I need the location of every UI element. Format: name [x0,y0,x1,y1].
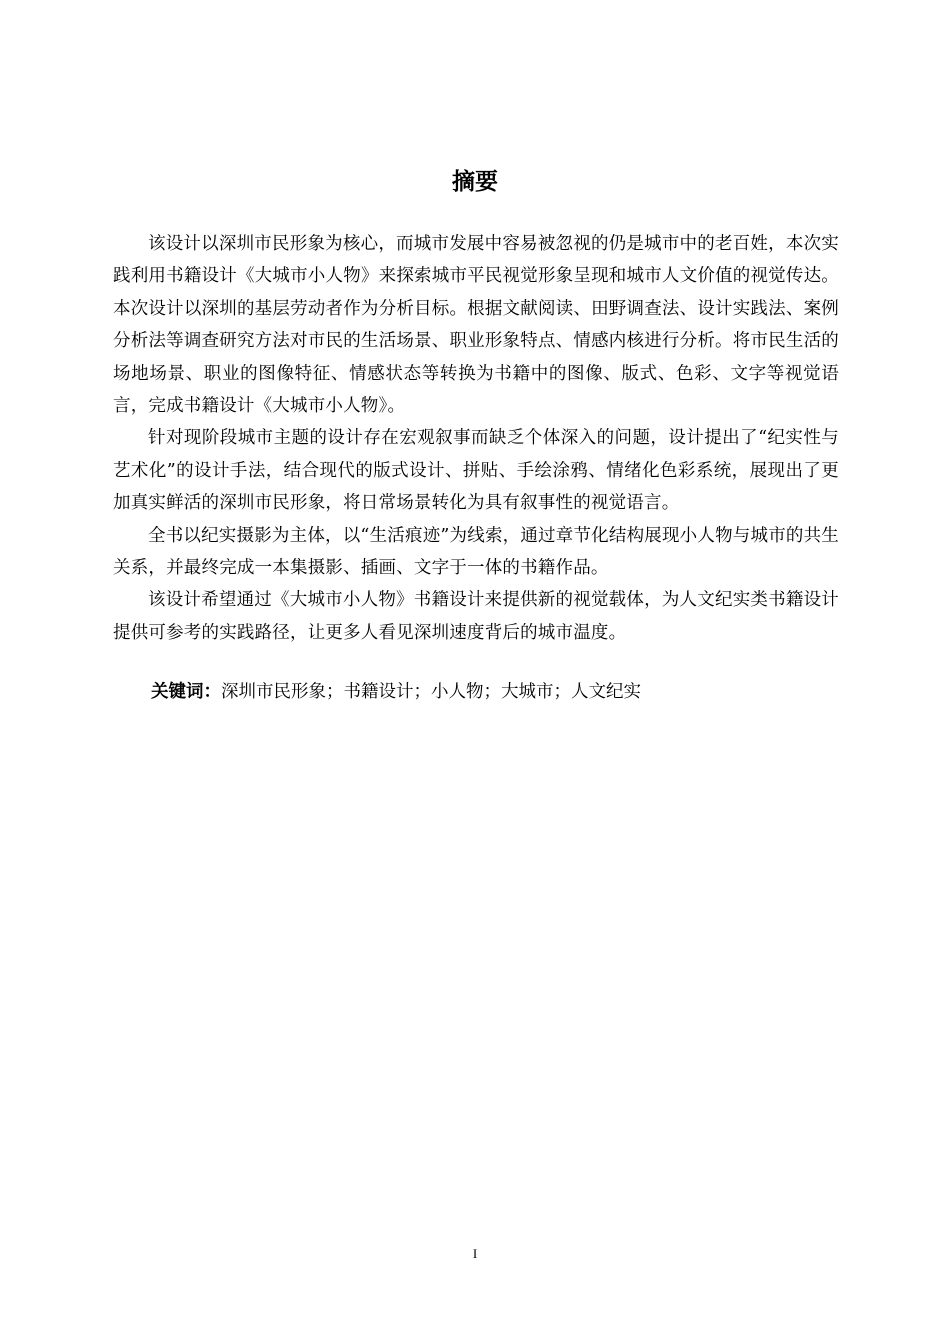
abstract-paragraph: 该设计希望通过《大城市小人物》书籍设计来提供新的视觉载体，为人文纪实类书籍设计提供可参考的实践路径，让更多人看见深圳速度背后的城市温度。 [113,590,839,643]
abstract-paragraph: 该设计以深圳市民形象为核心，而城市发展中容易被忽视的仍是城市中的老百姓，本次实践利用书籍设计《大城市小人物》来探索城市平民视觉形象呈现和城市人文价值的视觉传达。本次设计以深圳的基层劳动者作为分析目标。根据文献阅读、田野调查法、设计实践法、案例分析法等调查研究方法对市民的生活场景、职业形象特点、情感内核进行分析。将市民生活的场地场景、职业的图像特征、情感状态等转换为书籍中的图像、版式、色彩、文字等视觉语言，完成书籍设计《大城市小人物》。 [113,234,839,417]
keywords-line [151,676,841,708]
abstract-body [113,228,839,649]
page-number: I [472,1246,478,1261]
keywords-value: 深圳市民形象；书籍设计；小人物；大城市；人文纪实 [221,682,641,702]
keywords-label: 关键词： [151,682,221,702]
abstract-paragraph: 针对现阶段城市主题的设计存在宏观叙事而缺乏个体深入的问题，设计提出了“纪实性与艺术化”的设计手法，结合现代的版式设计、拼贴、手绘涂鸦、情绪化色彩系统，展现出了更加真实鲜活的深圳市民形象，将日常场景转化为具有叙事性的视觉语言。 [113,428,839,514]
abstract-paragraph: 全书以纪实摄影为主体，以“生活痕迹”为线索，通过章节化结构展现小人物与城市的共生关系，并最终完成一本集摄影、插画、文字于一体的书籍作品。 [113,525,839,579]
abstract-title: 摘要 [452,169,498,195]
